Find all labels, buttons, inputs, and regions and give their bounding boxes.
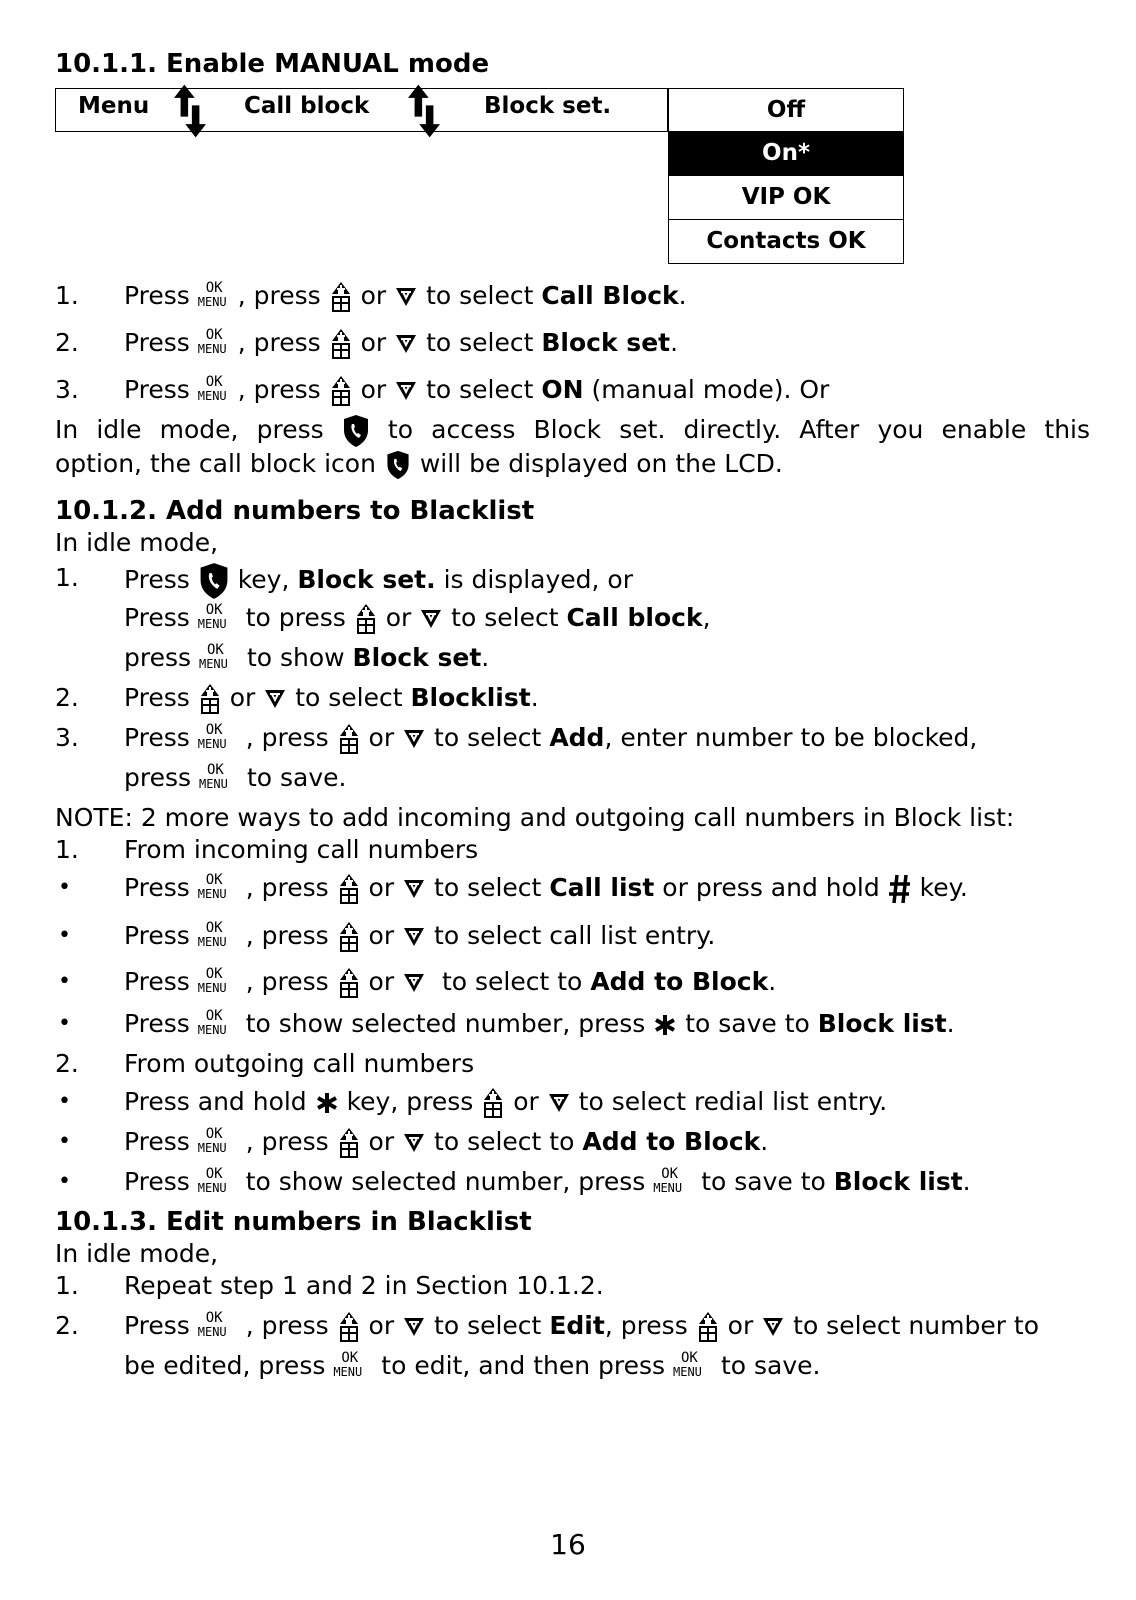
up-key-icon [337, 1127, 361, 1159]
s2-note: NOTE: 2 more ways to add incoming and outgoing call numbers in Block list: [55, 803, 1015, 832]
up-key-icon [337, 921, 361, 953]
ok-menu-icon: OK MENU [197, 602, 227, 631]
up-key-icon [329, 281, 353, 313]
ok-menu-icon: OK MENU [197, 872, 227, 901]
ok-menu-icon: OK MENU [197, 1126, 227, 1155]
menu-path-call-block: Call block [244, 93, 370, 119]
ok-menu-icon: OK MENU [333, 1350, 363, 1379]
down-key-icon [402, 1315, 426, 1339]
up-key-icon [329, 375, 353, 407]
star-key-icon [653, 1013, 677, 1037]
down-key-icon [761, 1315, 785, 1339]
down-key-icon [547, 1091, 571, 1115]
block-set-options [668, 88, 904, 264]
s2-idle: In idle mode, [55, 528, 219, 557]
updown-arrows-icon [408, 83, 440, 139]
ok-menu-icon: OK MENU [197, 920, 227, 949]
s1-paragraph-line-1: In idle mode, press to access Block set. directly. After you enable this [55, 414, 1090, 448]
down-key-icon [402, 877, 426, 901]
down-key-icon [402, 1131, 426, 1155]
down-key-icon [263, 687, 287, 711]
call-block-icon [384, 450, 412, 480]
page-number: 16 [550, 1528, 586, 1561]
up-key-icon [337, 723, 361, 755]
down-key-icon [402, 727, 426, 751]
menu-path-menu: Menu [78, 93, 150, 119]
ok-menu-icon: OK MENU [197, 1310, 227, 1339]
down-key-icon [402, 971, 426, 995]
ok-menu-icon: OK MENU [197, 722, 227, 751]
up-key-icon [337, 1311, 361, 1343]
ok-menu-icon: OK MENU [653, 1166, 683, 1195]
updown-arrows-icon [174, 83, 206, 139]
up-key-icon [696, 1311, 720, 1343]
star-key-icon [315, 1091, 339, 1115]
ok-menu-icon: OK MENU [198, 642, 228, 671]
up-key-icon [198, 683, 222, 715]
down-key-icon [394, 379, 418, 403]
ok-menu-icon: OK MENU [197, 374, 227, 403]
ok-menu-icon: OK MENU [198, 762, 228, 791]
option-off: Off [668, 88, 904, 132]
section-title-add: 10.1.2. Add numbers to Blacklist [55, 496, 535, 526]
s3-idle: In idle mode, [55, 1239, 219, 1268]
ok-menu-icon: OK MENU [197, 966, 227, 995]
option-vip-ok: VIP OK [668, 176, 904, 220]
up-key-icon [354, 603, 378, 635]
ok-menu-icon: OK MENU [197, 1166, 227, 1195]
menu-path-block-set: Block set. [484, 93, 612, 119]
call-block-key-icon [198, 562, 230, 600]
call-block-key-icon [342, 414, 370, 448]
up-key-icon [481, 1087, 505, 1119]
ok-menu-icon: OK MENU [673, 1350, 702, 1379]
down-key-icon [402, 925, 426, 949]
s1-paragraph-line-2: option, the call block icon will be displayed on the LCD. [55, 449, 783, 478]
ok-menu-icon: OK MENU [197, 280, 227, 309]
down-key-icon [394, 332, 418, 356]
down-key-icon [394, 285, 418, 309]
option-contacts-ok: Contacts OK [668, 220, 904, 264]
hash-key-icon [888, 873, 912, 905]
option-on-selected: On* [668, 132, 904, 176]
ok-menu-icon: OK MENU [197, 1008, 227, 1037]
section-title-manual: 10.1.1. Enable MANUAL mode [55, 49, 490, 79]
section-title-edit: 10.1.3. Edit numbers in Blacklist [55, 1207, 532, 1237]
down-key-icon [419, 607, 443, 631]
ok-menu-icon: OK MENU [197, 327, 227, 356]
up-key-icon [337, 967, 361, 999]
up-key-icon [337, 873, 361, 905]
up-key-icon [329, 328, 353, 360]
menu-path-bar [55, 88, 668, 132]
